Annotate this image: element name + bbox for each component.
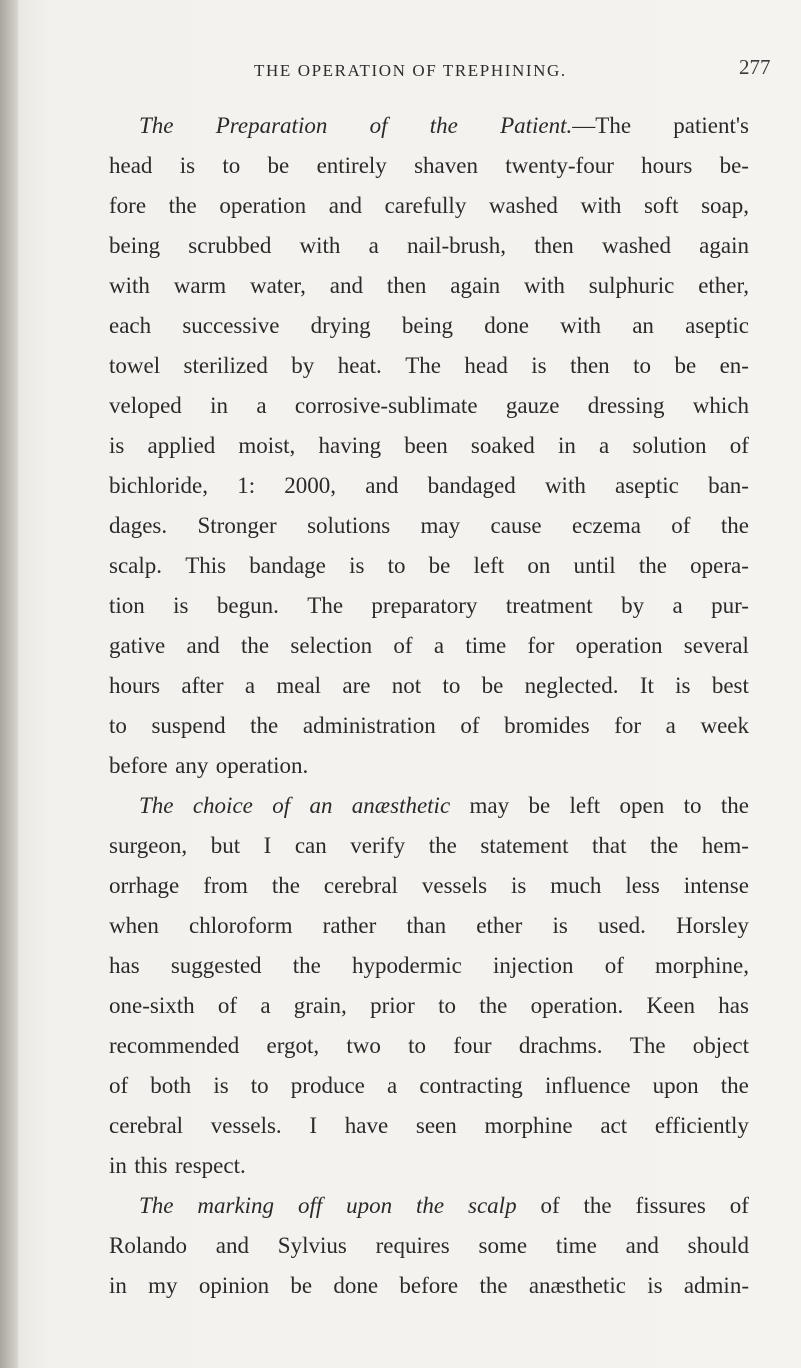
word: is — [109, 433, 125, 458]
word: hours — [641, 153, 693, 178]
word: is — [510, 873, 527, 898]
word: upon — [346, 1193, 393, 1218]
word: The — [405, 353, 441, 378]
word: than — [406, 913, 447, 938]
word: successive — [182, 313, 280, 338]
text-line — [109, 986, 749, 1026]
word: time — [465, 633, 507, 658]
word: be — [674, 353, 697, 378]
word: a — [368, 233, 379, 258]
word: en- — [719, 353, 749, 378]
word: an — [309, 793, 333, 818]
text-line — [109, 546, 749, 586]
word: heat. — [337, 353, 382, 378]
word: water, — [249, 273, 306, 298]
word: be — [290, 1273, 313, 1298]
word: to — [633, 353, 651, 378]
word: and — [365, 473, 399, 498]
running-head — [0, 55, 801, 95]
text-line — [109, 506, 749, 546]
word: The — [139, 113, 174, 138]
word: aseptic — [685, 313, 749, 338]
word: a — [256, 393, 267, 418]
word: be — [528, 793, 551, 818]
word: intense — [683, 873, 749, 898]
word: have — [344, 1113, 389, 1138]
text-line — [109, 1146, 749, 1186]
word: off — [297, 1193, 323, 1218]
word: The — [307, 593, 344, 618]
word: in — [557, 433, 576, 458]
word: when — [109, 913, 159, 938]
word: selection — [290, 633, 373, 658]
word: the — [479, 1273, 508, 1298]
word: of — [671, 513, 691, 538]
word: contracting — [419, 1073, 523, 1098]
word: Stronger — [197, 513, 277, 538]
word: then — [386, 273, 427, 298]
word: Horsley — [676, 913, 749, 938]
word: two — [346, 1033, 381, 1058]
text-line — [109, 346, 749, 386]
text-line — [109, 1026, 749, 1066]
word: twenty-four — [505, 153, 614, 178]
word: scalp. — [109, 553, 163, 578]
word: a — [599, 433, 610, 458]
word: with — [560, 313, 602, 338]
word: is — [213, 1073, 229, 1098]
word: Sylvius — [277, 1233, 347, 1258]
word: neglected. — [524, 673, 619, 698]
word: scrubbed — [188, 233, 272, 258]
word: ether, — [698, 273, 749, 298]
word: the — [168, 193, 197, 218]
word: morphine — [484, 1113, 573, 1138]
word: of — [217, 993, 238, 1018]
word: soap, — [701, 193, 749, 218]
word: to — [408, 1033, 427, 1058]
word: week — [700, 713, 749, 738]
word: before — [399, 1273, 459, 1298]
word: of — [369, 113, 388, 138]
word: operation — [575, 633, 663, 658]
word: best — [711, 673, 749, 698]
paragraph — [109, 786, 749, 1186]
word: washed — [488, 193, 558, 218]
word: the — [240, 633, 270, 658]
word: veloped — [109, 393, 182, 418]
word: is — [552, 913, 568, 938]
word: washed — [602, 233, 671, 258]
word: by — [291, 353, 315, 378]
word: anæsthetic — [351, 793, 451, 818]
text-line — [109, 826, 749, 866]
word: and — [329, 273, 363, 298]
word: carefully — [384, 193, 467, 218]
word: respect. — [174, 1153, 246, 1178]
text-line — [109, 746, 749, 786]
word: influence — [544, 1073, 631, 1098]
word: much — [550, 873, 602, 898]
word: an — [632, 313, 654, 338]
word: time — [555, 1233, 597, 1258]
word: are — [342, 673, 371, 698]
text-line — [109, 586, 749, 626]
word: a — [260, 993, 271, 1018]
word: Rolando — [109, 1233, 187, 1258]
word: with — [299, 233, 341, 258]
word: sterilized — [183, 353, 268, 378]
word: that — [592, 833, 627, 858]
spine-shadow — [0, 0, 18, 1368]
word: the — [638, 553, 667, 578]
word: and — [186, 633, 220, 658]
word: I — [309, 1113, 318, 1138]
text-line — [109, 706, 749, 746]
word: for — [614, 713, 642, 738]
word: soft — [643, 193, 679, 218]
word: produce — [290, 1073, 365, 1098]
word: hem- — [701, 833, 749, 858]
word: for — [527, 633, 555, 658]
word: before — [109, 753, 168, 778]
word: the — [429, 113, 458, 138]
word: being — [109, 233, 161, 258]
word: four — [453, 1033, 492, 1058]
word: not — [391, 673, 422, 698]
word: again — [450, 273, 501, 298]
word: applied — [147, 433, 216, 458]
word: marking — [197, 1193, 275, 1218]
word: to — [222, 153, 241, 178]
word: this — [134, 1153, 168, 1178]
word: the — [720, 793, 749, 818]
word: again — [699, 233, 749, 258]
word: administration — [302, 713, 436, 738]
word: is — [349, 553, 365, 578]
word: injection — [493, 953, 574, 978]
word: tion — [109, 593, 145, 618]
word: is — [647, 1273, 663, 1298]
word: warm — [173, 273, 227, 298]
word: the — [650, 833, 679, 858]
word: aseptic — [615, 473, 679, 498]
word: a — [433, 633, 445, 658]
text-line — [109, 906, 749, 946]
word: requires — [375, 1233, 450, 1258]
word: of — [729, 1193, 749, 1218]
word: be — [428, 553, 451, 578]
word: left — [569, 793, 601, 818]
word: bromides — [504, 713, 590, 738]
word: a — [672, 593, 683, 618]
word: head — [464, 353, 508, 378]
word: 2000, — [284, 473, 337, 498]
word: be — [267, 153, 290, 178]
word: each — [109, 313, 152, 338]
word: the — [479, 993, 508, 1018]
word: It — [639, 673, 654, 698]
word: one-sixth — [109, 993, 195, 1018]
text-line — [109, 266, 749, 306]
word: done — [333, 1273, 379, 1298]
word: a — [244, 673, 256, 698]
text-line — [109, 626, 749, 666]
text-line — [109, 186, 749, 226]
running-title: THE OPERATION OF TREPHINING. — [254, 61, 567, 80]
word: verify — [350, 833, 406, 858]
word: bichloride, — [109, 473, 208, 498]
word: grain, — [293, 993, 347, 1018]
text-line — [109, 1066, 749, 1106]
text-line — [109, 1106, 749, 1146]
word: of — [729, 433, 749, 458]
word: any — [175, 753, 209, 778]
word: choice — [192, 793, 253, 818]
word: to — [109, 713, 127, 738]
word: Preparation — [215, 113, 328, 138]
word: vessels. — [210, 1113, 282, 1138]
word: the — [720, 1073, 749, 1098]
word: pur- — [711, 593, 749, 618]
word: should — [687, 1233, 749, 1258]
word: the — [292, 953, 321, 978]
word: meal — [276, 673, 322, 698]
word: suggested — [170, 953, 262, 978]
word: efficiently — [654, 1113, 749, 1138]
word: my — [148, 1273, 178, 1298]
word: be — [481, 673, 504, 698]
word: ergot, — [266, 1033, 320, 1058]
word: then — [534, 233, 574, 258]
word: ban- — [708, 473, 749, 498]
word: of — [109, 1073, 129, 1098]
word: The — [139, 1193, 174, 1218]
word: head — [109, 153, 153, 178]
word: been — [404, 433, 448, 458]
word: nail-brush, — [407, 233, 507, 258]
word: moist, — [238, 433, 296, 458]
word: The — [629, 1033, 666, 1058]
word: operation — [219, 193, 307, 218]
word: to — [442, 673, 461, 698]
word: dressing — [587, 393, 665, 418]
word: fissures — [635, 1193, 706, 1218]
word: gauze — [505, 393, 560, 418]
word: orrhage — [109, 873, 180, 898]
word: and — [625, 1233, 659, 1258]
word: drachms. — [518, 1033, 603, 1058]
word: from — [203, 873, 248, 898]
word: some — [478, 1233, 528, 1258]
text-line — [109, 1266, 749, 1306]
word: begun. — [216, 593, 279, 618]
word: solution — [632, 433, 707, 458]
word: of — [272, 793, 291, 818]
word: eczema — [571, 513, 641, 538]
word: to — [683, 793, 702, 818]
word: 1: — [237, 473, 256, 498]
word: done — [484, 313, 529, 338]
word: is — [173, 593, 189, 618]
paragraph — [109, 1186, 749, 1306]
word: cerebral — [109, 1113, 184, 1138]
word: in — [210, 393, 229, 418]
word: statement — [480, 833, 569, 858]
word: chloroform — [189, 913, 293, 938]
word: and — [328, 193, 362, 218]
word: prior — [370, 993, 415, 1018]
word: after — [181, 673, 224, 698]
word: with — [580, 193, 622, 218]
word: of — [460, 713, 480, 738]
word: anæsthetic — [528, 1273, 626, 1298]
word: used. — [597, 913, 646, 938]
word: the — [583, 1193, 612, 1218]
word: preparatory — [371, 593, 478, 618]
text-line — [109, 426, 749, 466]
word: the — [416, 1193, 445, 1218]
word: corrosive-sublimate — [294, 393, 478, 418]
word: Keen — [646, 993, 695, 1018]
word: shaven — [414, 153, 478, 178]
word: of — [393, 633, 413, 658]
word: rather — [322, 913, 377, 938]
word: operation. — [530, 993, 624, 1018]
word: has — [109, 953, 140, 978]
word: of — [604, 953, 624, 978]
word: may — [469, 793, 510, 818]
word: hypodermic — [352, 953, 462, 978]
word: may — [420, 513, 461, 538]
word: bandaged — [427, 473, 516, 498]
word: has — [718, 993, 749, 1018]
word: suspend — [151, 713, 226, 738]
word: dages. — [109, 513, 168, 538]
word: opinion — [198, 1273, 270, 1298]
word: admin- — [683, 1273, 749, 1298]
word: and — [215, 1233, 249, 1258]
word: ether — [476, 913, 523, 938]
word: vessels — [421, 873, 488, 898]
word: having — [318, 433, 382, 458]
word: patient's — [673, 113, 749, 138]
text-line — [109, 226, 749, 266]
word: drying — [310, 313, 371, 338]
word: is — [675, 673, 691, 698]
word: of — [540, 1193, 560, 1218]
word: to — [438, 993, 456, 1018]
word: several — [683, 633, 749, 658]
word: bandage — [249, 553, 326, 578]
word: scalp — [468, 1193, 517, 1218]
word: is — [179, 153, 196, 178]
paragraph — [109, 106, 749, 786]
word: Patient.—The — [500, 113, 632, 138]
word: seen — [415, 1113, 457, 1138]
word: cerebral — [323, 873, 398, 898]
text-line — [109, 106, 749, 146]
word: less — [625, 873, 660, 898]
text-line — [109, 946, 749, 986]
word: to — [387, 553, 406, 578]
word: cause — [490, 513, 542, 538]
word: with — [109, 273, 150, 298]
word: solutions — [307, 513, 391, 538]
word: entirely — [316, 153, 387, 178]
text-line — [109, 386, 749, 426]
word: be- — [719, 153, 749, 178]
word: This — [185, 553, 227, 578]
word: with — [523, 273, 565, 298]
word: The — [139, 793, 174, 818]
word: then — [570, 353, 610, 378]
word: open — [619, 793, 665, 818]
word: both — [150, 1073, 192, 1098]
word: until — [573, 553, 616, 578]
word: towel — [109, 353, 161, 378]
word: object — [692, 1033, 749, 1058]
word: fore — [109, 193, 147, 218]
word: being — [401, 313, 453, 338]
word: the — [720, 513, 749, 538]
word: in — [109, 1153, 127, 1178]
text-line — [109, 306, 749, 346]
word: treatment — [505, 593, 593, 618]
word: left — [473, 553, 505, 578]
word: I — [263, 833, 272, 858]
word: is — [531, 353, 547, 378]
text-line — [109, 866, 749, 906]
word: which — [692, 393, 749, 418]
word: operation. — [215, 753, 309, 778]
word: but — [210, 833, 241, 858]
word: act — [600, 1113, 628, 1138]
word: opera- — [690, 553, 749, 578]
word: in — [109, 1273, 127, 1298]
text-line — [109, 466, 749, 506]
word: with — [544, 473, 586, 498]
page-number: 277 — [739, 55, 771, 79]
word: sulphuric — [588, 273, 675, 298]
word: recommended — [109, 1033, 240, 1058]
text-line — [109, 146, 749, 186]
word: by — [621, 593, 645, 618]
word: gative — [109, 633, 166, 658]
word: a — [665, 713, 676, 738]
word: a — [387, 1073, 398, 1098]
word: morphine, — [655, 953, 749, 978]
word: the — [250, 713, 279, 738]
text-line — [109, 1186, 749, 1226]
word: the — [428, 833, 457, 858]
word: on — [527, 553, 551, 578]
word: upon — [652, 1073, 699, 1098]
word: can — [294, 833, 327, 858]
word: hours — [109, 673, 161, 698]
text-line — [109, 786, 749, 826]
word: soaked — [470, 433, 535, 458]
word: surgeon, — [109, 833, 188, 858]
text-line — [109, 666, 749, 706]
text-line — [109, 1226, 749, 1266]
word: the — [271, 873, 300, 898]
body-text — [109, 106, 749, 1306]
word: to — [250, 1073, 269, 1098]
